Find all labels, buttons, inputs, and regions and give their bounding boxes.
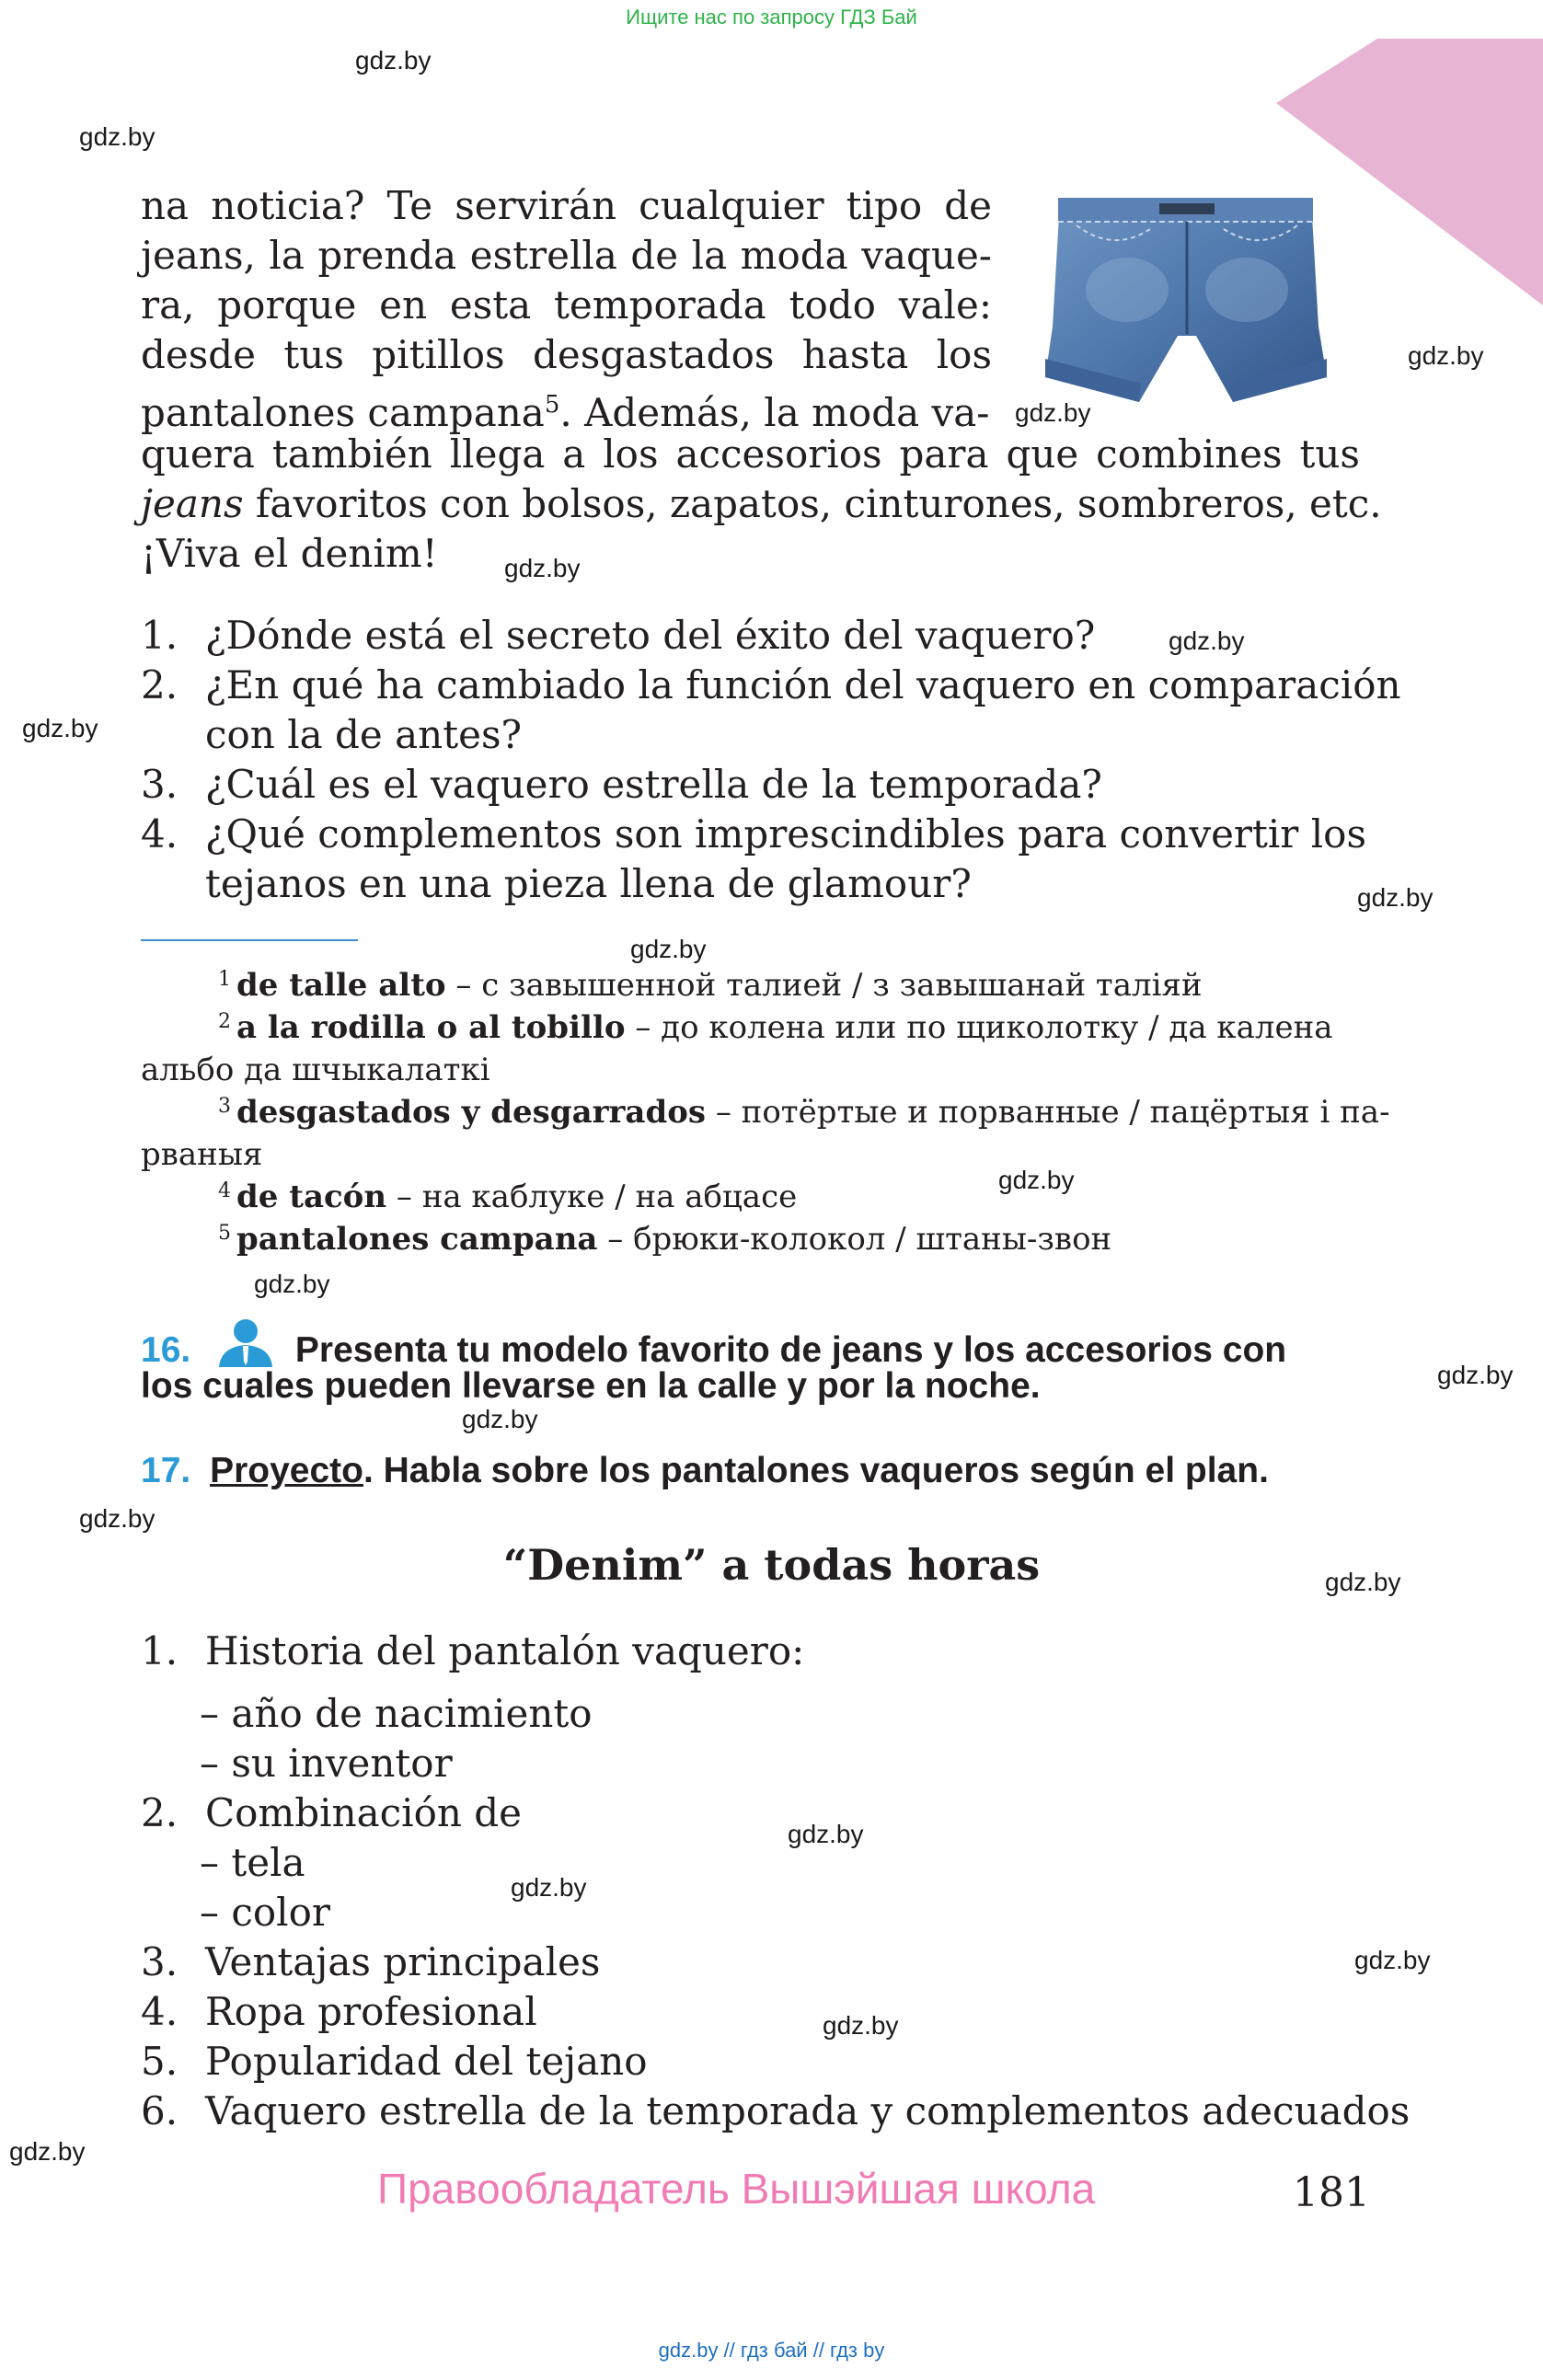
footnote-3-cont: рваныя <box>141 1136 263 1173</box>
project-keyword: Proyecto <box>210 1451 363 1490</box>
question-number: 3. <box>141 762 178 807</box>
plan-item-6: Vaquero estrella de la temporada y complementos adecuados <box>205 2088 1411 2133</box>
footnote-2: $^2$ a la rodilla o al tobillo – до колена или по щиколотку / да калена <box>218 1009 1333 1046</box>
watermark: gdz.by <box>823 2011 899 2040</box>
footnote-2-cont: альбо да шчыкалаткі <box>141 1052 490 1088</box>
plan-number: 6. <box>141 2088 178 2133</box>
watermark: gdz.by <box>504 554 581 582</box>
intro-line-2: jeans, la prenda estrella de la moda vaque- <box>141 233 992 278</box>
intro-line-8: ¡Viva el denim! <box>141 531 438 576</box>
footnote-divider <box>141 939 358 941</box>
bottom-links[interactable]: gdz.by // гдз бай // гдз by <box>658 2339 885 2362</box>
question-1: 1. ¿Dónde está el secreto del éxito del vaquero? <box>141 613 1096 658</box>
watermark: gdz.by <box>788 1820 864 1848</box>
intro-line-3: ra, porque en esta temporada todo vale: <box>141 282 992 328</box>
top-search-hint[interactable]: Ищите нас по запросу ГДЗ Бай <box>626 6 917 29</box>
footnote-3: $^3$ desgastados y desgarrados – потёртые и порванные / пацёртыя і па- <box>218 1094 1390 1131</box>
plan-sub-item: – su inventor <box>200 1741 453 1786</box>
question-number: 2. <box>141 662 178 707</box>
watermark: gdz.by <box>355 46 432 75</box>
plan-number: 1. <box>141 1628 178 1673</box>
watermark: gdz.by <box>79 1504 155 1533</box>
watermark: gdz.by <box>1437 1361 1514 1389</box>
watermark: gdz.by <box>1325 1568 1401 1596</box>
plan-sub-item: – tela <box>200 1840 305 1885</box>
plan-sub-item: – año de nacimiento <box>200 1691 593 1736</box>
plan-number: 3. <box>141 1939 178 1984</box>
watermark: gdz.by <box>630 935 707 963</box>
intro-line-5: pantalones campana$^5$. Además, la moda va- <box>141 390 990 435</box>
watermark: gdz.by <box>1169 627 1245 655</box>
watermark: gdz.by <box>998 1166 1075 1194</box>
task-17: 17. Proyecto. Habla sobre los pantalones vaqueros según el plan. <box>141 1451 1269 1490</box>
person-icon <box>215 1317 276 1369</box>
question-number: 1. <box>141 613 178 658</box>
plan-item-2: Combinación de <box>205 1790 523 1835</box>
plan-sub-item: – color <box>200 1890 330 1935</box>
denim-shorts-image <box>1040 189 1330 414</box>
intro-line-6: quera también llega a los accesorios para que combines tus <box>141 431 1360 477</box>
question-2: 2. ¿En qué ha cambiado la función del vaquero en comparación con la de antes? <box>141 662 1401 757</box>
footnote-5: $^5$ pantalones campana – брюки-колокол / штаны-звон <box>218 1221 1112 1258</box>
page-number: 181 <box>1293 2169 1370 2216</box>
watermark: gdz.by <box>1408 341 1484 370</box>
plan-number: 2. <box>141 1790 178 1835</box>
intro-line-1: na noticia? Te servirán cualquier tipo de <box>141 183 992 228</box>
task-number: 17. <box>141 1451 191 1490</box>
watermark: gdz.by <box>1357 883 1434 912</box>
task-16: 16. Presenta tu modelo favorito de jeans y los accesorios con <box>141 1317 1286 1374</box>
watermark: gdz.by <box>1015 398 1091 427</box>
plan-item-4: Ropa profesional <box>205 1989 537 2034</box>
watermark: gdz.by <box>22 714 98 742</box>
task-16-cont: los cuales pueden llevarse en la calle y por la noche. <box>141 1366 1041 1406</box>
watermark: gdz.by <box>1354 1946 1431 1974</box>
plan-number: 5. <box>141 2039 178 2084</box>
watermark: gdz.by <box>79 122 155 151</box>
copyright-holder: Правообладатель Вышэйшая школа <box>377 2165 1096 2213</box>
footnote-1: $^1$ de talle alto – с завышенной талией / з завышанай таліяй <box>218 967 1203 1004</box>
section-heading: “Denim” a todas horas <box>502 1540 1041 1590</box>
watermark: gdz.by <box>511 1873 587 1902</box>
watermark: gdz.by <box>462 1405 538 1433</box>
footnote-4: $^4$ de tacón – на каблуке / на абцасе <box>218 1179 798 1215</box>
plan-number: 4. <box>141 1989 178 2034</box>
plan-item-5: Popularidad del tejano <box>205 2039 648 2084</box>
watermark: gdz.by <box>9 2137 86 2166</box>
question-3: 3. ¿Cuál es el vaquero estrella de la temporada? <box>141 762 1102 807</box>
plan-item-1: Historia del pantalón vaquero: <box>205 1628 805 1673</box>
intro-line-7: jeans favoritos con bolsos, zapatos, cinturones, sombreros, etc. <box>141 481 1382 526</box>
question-4: 4. ¿Qué complementos son imprescindibles para convertir los tejanos en una pieza llena de glamour? <box>141 811 1367 906</box>
task-number: 16. <box>141 1330 191 1370</box>
watermark: gdz.by <box>254 1270 330 1298</box>
intro-line-4: desde tus pitillos desgastados hasta los <box>141 332 992 377</box>
question-number: 4. <box>141 811 178 857</box>
plan-item-3: Ventajas principales <box>205 1939 601 1984</box>
